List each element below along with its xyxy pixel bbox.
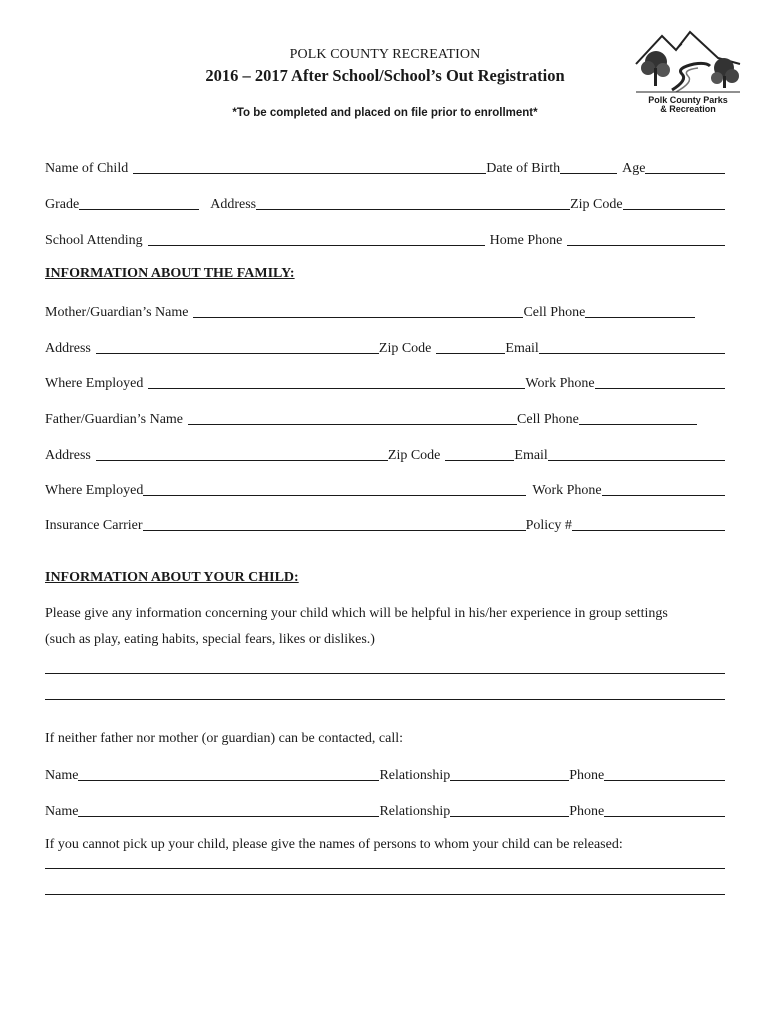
father-work-phone-label: Work Phone [532, 483, 602, 498]
insurance-label: Insurance Carrier [45, 518, 143, 533]
father-work-phone-field[interactable] [602, 494, 725, 496]
emergency-name-field[interactable] [78, 779, 379, 781]
child-name-row [45, 157, 725, 177]
logo-landscape-icon [632, 24, 744, 96]
emergency-phone-field[interactable] [604, 779, 725, 781]
father-address-field[interactable] [96, 459, 388, 461]
insurance-row [45, 514, 725, 534]
father-employer-row [45, 479, 725, 499]
father-employer-field[interactable] [143, 494, 526, 496]
emergency-phone-label: Phone [569, 804, 605, 819]
age-field[interactable] [645, 172, 725, 174]
child-info-answer-line-1[interactable] [45, 673, 725, 674]
father-employer-label: Where Employed [45, 483, 144, 498]
mother-email-field[interactable] [539, 352, 725, 354]
mother-employer-label: Where Employed [45, 376, 144, 391]
dob-label: Date of Birth [486, 161, 561, 176]
form-title: 2016 – 2017 After School/School’s Out Registration [205, 66, 565, 85]
child-address-label: Address [210, 197, 257, 212]
father-name-field[interactable] [188, 423, 517, 425]
child-section-heading: INFORMATION ABOUT YOUR CHILD: [45, 570, 299, 585]
mother-name-label: Mother/Guardian’s Name [45, 305, 189, 320]
mother-employer-field[interactable] [148, 387, 525, 389]
father-name-label: Father/Guardian’s Name [45, 412, 184, 427]
mother-cell-label: Cell Phone [523, 305, 586, 320]
policy-field[interactable] [572, 529, 725, 531]
polk-county-parks-logo [632, 24, 744, 116]
child-info-prompt-line2: (such as play, eating habits, special fears, likes or dislikes.) [45, 632, 375, 647]
emergency-name-label: Name [45, 804, 79, 819]
emergency-phone-label: Phone [569, 768, 605, 783]
father-address-label: Address [45, 448, 91, 463]
organization-name: POLK COUNTY RECREATION [289, 47, 481, 62]
father-email-label: Email [514, 448, 548, 463]
mother-cell-field[interactable] [585, 316, 695, 318]
emergency-relationship-label: Relationship [379, 804, 451, 819]
logo-text-line1: Polk County Parks [648, 95, 728, 105]
mother-address-label: Address [45, 341, 91, 356]
school-row [45, 229, 725, 249]
age-label: Age [622, 161, 646, 176]
emergency-relationship-field[interactable] [450, 779, 569, 781]
father-email-field[interactable] [548, 459, 725, 461]
father-address-row [45, 444, 725, 464]
father-name-row [45, 408, 725, 428]
child-info-answer-line-2[interactable] [45, 699, 725, 700]
release-answer-line-2[interactable] [45, 894, 725, 895]
child-info-prompt-line1: Please give any information concerning your child which will be helpful in his/her experience in group settings [45, 606, 668, 621]
emergency-name-field[interactable] [78, 815, 379, 817]
mother-work-phone-label: Work Phone [525, 376, 595, 391]
grade-label: Grade [45, 197, 80, 212]
father-zip-label: Zip Code [387, 448, 441, 463]
emergency-relationship-label: Relationship [379, 768, 451, 783]
home-phone-field[interactable] [567, 244, 725, 246]
child-address-field[interactable] [256, 208, 570, 210]
child-name-field[interactable] [133, 172, 486, 174]
school-field[interactable] [148, 244, 485, 246]
dob-field[interactable] [560, 172, 617, 174]
grade-address-row [45, 193, 725, 213]
emergency-relationship-field[interactable] [450, 815, 569, 817]
emergency-contact-row-1 [45, 764, 725, 784]
grade-field[interactable] [79, 208, 199, 210]
emergency-phone-field[interactable] [604, 815, 725, 817]
child-name-label: Name of Child [45, 161, 129, 176]
form-note: *To be completed and placed on file prior to enrollment* [232, 107, 538, 119]
mother-work-phone-field[interactable] [595, 387, 725, 389]
mother-name-field[interactable] [193, 316, 523, 318]
child-zip-field[interactable] [623, 208, 725, 210]
mother-email-label: Email [505, 341, 539, 356]
father-zip-field[interactable] [445, 459, 514, 461]
mother-zip-field[interactable] [436, 352, 505, 354]
release-answer-line-1[interactable] [45, 868, 725, 869]
mother-address-field[interactable] [96, 352, 379, 354]
child-zip-label: Zip Code [570, 197, 623, 212]
father-cell-label: Cell Phone [517, 412, 579, 427]
emergency-name-label: Name [45, 768, 79, 783]
family-section-heading: INFORMATION ABOUT THE FAMILY: [45, 266, 295, 281]
emergency-contact-row-2 [45, 800, 725, 820]
father-cell-field[interactable] [579, 423, 697, 425]
mother-zip-label: Zip Code [378, 341, 432, 356]
insurance-field[interactable] [143, 529, 526, 531]
policy-label: Policy # [525, 518, 572, 533]
mother-address-row [45, 337, 725, 357]
emergency-prompt: If neither father nor mother (or guardian) can be contacted, call: [45, 731, 403, 746]
logo-text-line2: & Recreation [660, 104, 716, 114]
mother-employer-row [45, 372, 725, 392]
mother-name-row [45, 301, 725, 321]
home-phone-label: Home Phone [489, 233, 563, 248]
release-prompt: If you cannot pick up your child, please give the names of persons to whom your child can be released: [45, 837, 623, 852]
school-label: School Attending [45, 233, 143, 248]
